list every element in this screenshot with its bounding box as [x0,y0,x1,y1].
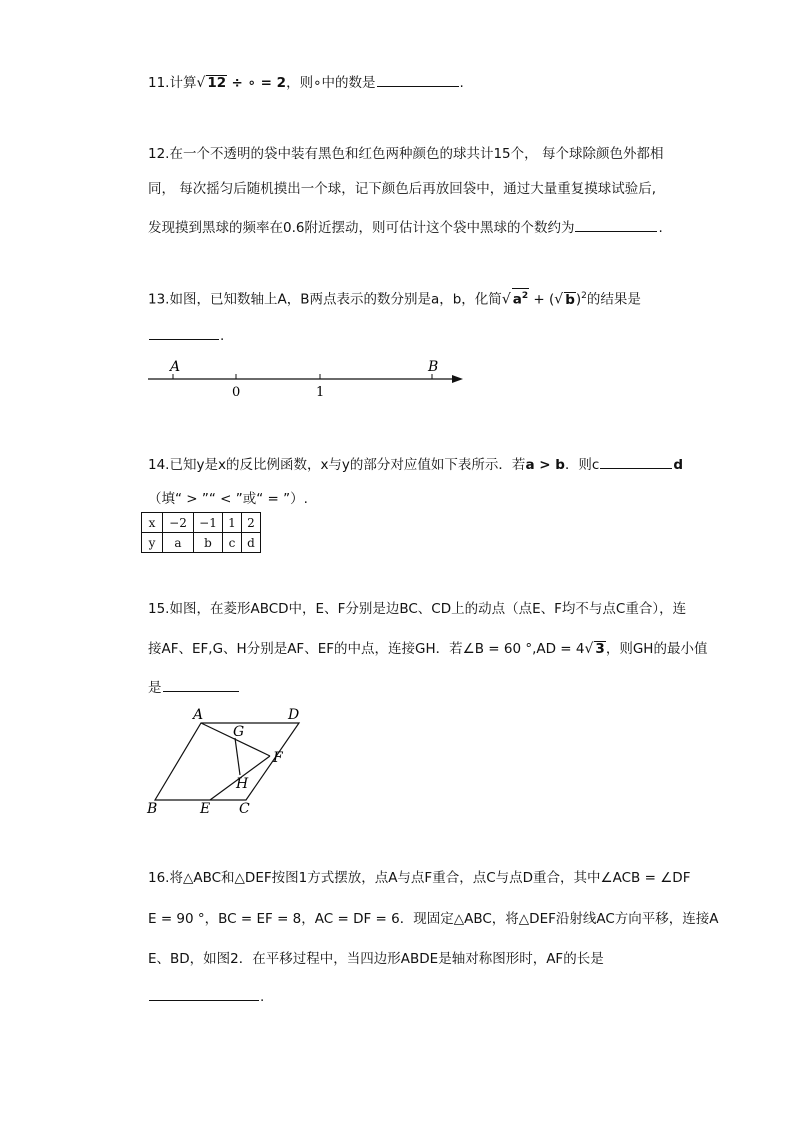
answer-blank[interactable] [600,454,672,469]
svg-text:A: A [193,707,204,723]
question-14-line-1: 14.已知y是x的反比例函数，x与y的部分对应值如下表所示．若a > b．则c d [148,454,683,474]
table-row: x −2 −1 1 2 [142,513,261,533]
segment-gh [235,738,240,775]
radicand: 12 [207,75,227,91]
question-15-line-2: 接AF、EF,G、H分别是AF、EF的中点，连接GH．若∠B = 60 °,AD = 4√ 3，则GH的最小值 [148,641,708,657]
question-13-line-1: 13.如图，已知数轴上A，B两点表示的数分别是a，b，化简√ $a^2$ + (√ b)$^2$的结果是 [148,287,641,309]
question-12-line-2: 同， 每次摇匀后随机摸出一个球，记下颜色后再放回袋中，通过大量重复摸球试验后, [148,181,657,197]
sqrt-symbol: √ [501,291,511,308]
question-15-line-1: 15.如图，在菱形ABCD中，E、F分别是边BC、CD上的动点（点E、F均不与点C重合），连 [148,601,687,617]
answer-blank[interactable] [163,677,239,692]
question-number: 11. [148,75,170,91]
number-line [148,359,463,400]
question-16-line-1: 16.将△ABC和△DEF按图1方式摆放，点A与点F重合，点C与点D重合，其中∠ACB = ∠DF [148,870,691,886]
question-16-line-4: . [148,986,264,1006]
question-13-line-2: . [148,325,224,345]
answer-blank[interactable] [149,986,259,1001]
svg-text:F: F [273,750,283,766]
question-11: 11.计算√ 12 ÷ ∘ = 2，则∘中的数是 . [148,72,464,92]
equation: ÷ ∘ = 2 [231,75,287,91]
svg-text:E: E [200,801,211,817]
point-label-b: B [428,359,439,375]
table-row: y a b c d [142,533,261,553]
svg-text:D: D [288,707,300,723]
question-12-line-3: 发现摸到黑球的频率在0.6附近摆动，则可估计这个袋中黑球的个数约为 . [148,217,663,237]
question-16-line-2: E = 90 °，BC = EF = 8，AC = DF = 6．现固定△ABC，将△DEF沿射线AC方向平移，连接A [148,911,719,927]
question-15-line-3: 是 [148,677,240,697]
question-16-line-3: E、BD，如图2．在平移过程中，当四边形ABDE是轴对称图形时，AF的长是 [148,951,604,967]
value-table [141,512,261,553]
point-label-a: A [170,359,181,375]
svg-text:C: C [239,801,250,817]
svg-text:B: B [147,801,158,817]
tick-label-0: 0 [232,385,241,400]
svg-text:G: G [233,724,245,740]
sqrt-symbol: √ [196,75,206,91]
svg-text:H: H [236,776,249,792]
question-14-line-2: （填“ > ”“ < ”或“ = ”）. [148,491,308,507]
question-12-line-1: 12.在一个不透明的袋中装有黑色和红色两种颜色的球共计15个， 每个球除颜色外都相 [148,146,664,162]
arrow-head-icon [452,375,463,383]
tick-label-1: 1 [316,385,325,400]
